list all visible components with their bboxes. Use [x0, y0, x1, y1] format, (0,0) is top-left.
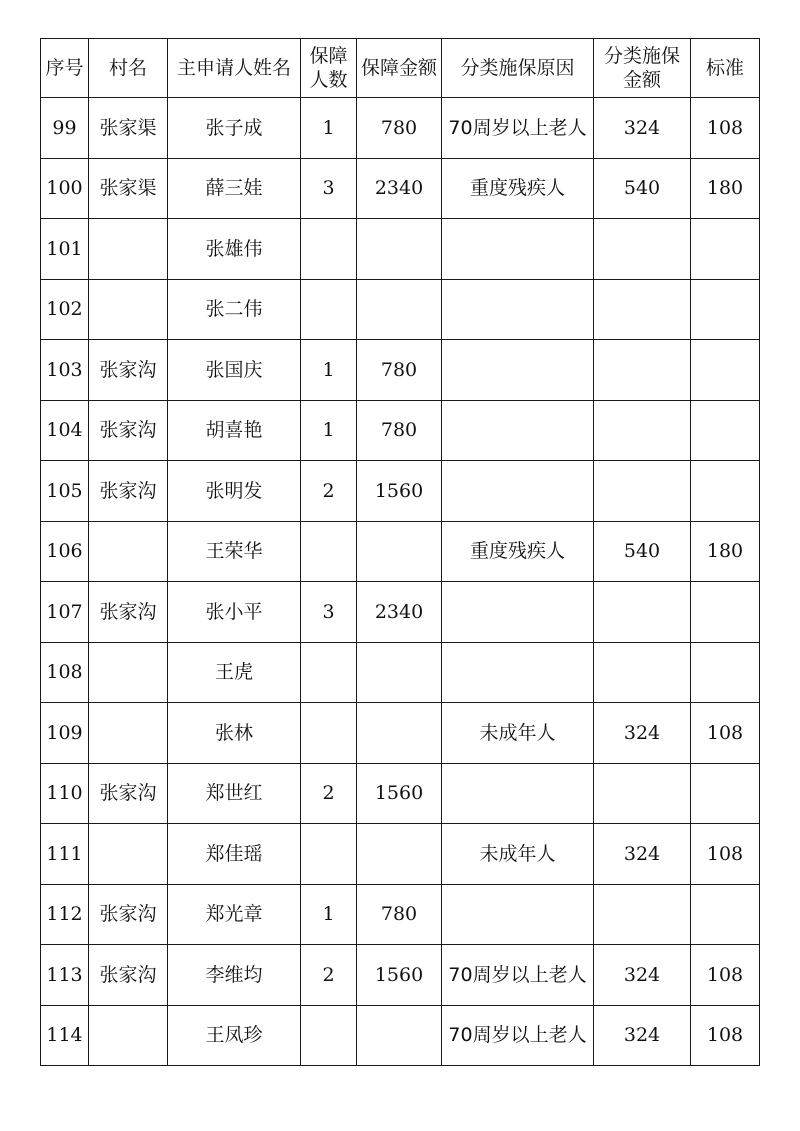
cell-applicant: 王虎 — [168, 642, 301, 703]
cell-standard — [691, 279, 760, 340]
cell-seq: 108 — [41, 642, 89, 703]
cell-seq: 112 — [41, 884, 89, 945]
table-row — [41, 582, 760, 643]
cell-applicant: 郑佳瑶 — [168, 824, 301, 885]
cell-amount: 780 — [357, 340, 442, 401]
cell-applicant: 胡喜艳 — [168, 400, 301, 461]
cell-reason: 70周岁以上老人 — [442, 1005, 594, 1066]
cell-seq: 99 — [41, 98, 89, 159]
cell-village: 张家沟 — [89, 884, 168, 945]
cell-amount — [357, 279, 442, 340]
cell-amount: 780 — [357, 98, 442, 159]
table-body — [41, 98, 760, 1066]
cell-amount — [357, 1005, 442, 1066]
cell-amount: 780 — [357, 400, 442, 461]
cell-class-amount — [594, 219, 691, 280]
cell-applicant: 李维均 — [168, 945, 301, 1006]
cell-class-amount — [594, 642, 691, 703]
table-row — [41, 945, 760, 1006]
cell-seq: 104 — [41, 400, 89, 461]
cell-class-amount: 324 — [594, 824, 691, 885]
cell-seq: 114 — [41, 1005, 89, 1066]
cell-count: 2 — [301, 763, 357, 824]
cell-village: 张家沟 — [89, 763, 168, 824]
cell-applicant: 张雄伟 — [168, 219, 301, 280]
cell-seq: 111 — [41, 824, 89, 885]
cell-standard — [691, 400, 760, 461]
cell-count — [301, 279, 357, 340]
cell-class-amount — [594, 763, 691, 824]
cell-class-amount: 324 — [594, 945, 691, 1006]
cell-seq: 101 — [41, 219, 89, 280]
cell-village: 张家沟 — [89, 461, 168, 522]
cell-reason — [442, 219, 594, 280]
cell-count: 1 — [301, 884, 357, 945]
cell-reason: 70周岁以上老人 — [442, 98, 594, 159]
cell-count — [301, 219, 357, 280]
cell-applicant: 张子成 — [168, 98, 301, 159]
header-seq: 序号 — [41, 39, 89, 98]
cell-seq: 113 — [41, 945, 89, 1006]
table-row — [41, 279, 760, 340]
cell-applicant: 薛三娃 — [168, 158, 301, 219]
cell-reason: 未成年人 — [442, 703, 594, 764]
cell-class-amount — [594, 279, 691, 340]
cell-class-amount: 540 — [594, 158, 691, 219]
assistance-table — [40, 38, 760, 1066]
cell-standard: 108 — [691, 703, 760, 764]
table-row — [41, 521, 760, 582]
cell-village — [89, 1005, 168, 1066]
cell-village — [89, 642, 168, 703]
table-row — [41, 98, 760, 159]
cell-village: 张家沟 — [89, 340, 168, 401]
cell-reason — [442, 340, 594, 401]
cell-seq: 100 — [41, 158, 89, 219]
cell-count: 1 — [301, 340, 357, 401]
cell-amount — [357, 824, 442, 885]
cell-count: 3 — [301, 158, 357, 219]
cell-applicant: 郑世红 — [168, 763, 301, 824]
cell-village — [89, 219, 168, 280]
cell-village: 张家渠 — [89, 158, 168, 219]
table-row — [41, 158, 760, 219]
cell-applicant: 张国庆 — [168, 340, 301, 401]
header-reason: 分类施保原因 — [442, 39, 594, 98]
cell-reason — [442, 582, 594, 643]
cell-standard: 180 — [691, 521, 760, 582]
cell-class-amount: 324 — [594, 703, 691, 764]
header-count: 保障人数 — [301, 39, 357, 98]
cell-standard — [691, 582, 760, 643]
cell-reason: 70周岁以上老人 — [442, 945, 594, 1006]
cell-standard: 108 — [691, 945, 760, 1006]
cell-reason — [442, 279, 594, 340]
cell-standard — [691, 219, 760, 280]
cell-seq: 106 — [41, 521, 89, 582]
cell-reason: 重度残疾人 — [442, 158, 594, 219]
cell-class-amount: 324 — [594, 98, 691, 159]
cell-class-amount: 324 — [594, 1005, 691, 1066]
table-row — [41, 400, 760, 461]
cell-village: 张家沟 — [89, 582, 168, 643]
cell-amount: 2340 — [357, 158, 442, 219]
cell-reason — [442, 884, 594, 945]
cell-count: 2 — [301, 461, 357, 522]
cell-standard — [691, 763, 760, 824]
cell-reason — [442, 400, 594, 461]
cell-reason: 重度残疾人 — [442, 521, 594, 582]
cell-village — [89, 521, 168, 582]
cell-standard: 108 — [691, 98, 760, 159]
cell-amount: 1560 — [357, 945, 442, 1006]
cell-count — [301, 703, 357, 764]
cell-amount — [357, 642, 442, 703]
cell-amount — [357, 219, 442, 280]
cell-amount — [357, 521, 442, 582]
table-row — [41, 642, 760, 703]
cell-reason — [442, 763, 594, 824]
cell-standard — [691, 340, 760, 401]
cell-seq: 110 — [41, 763, 89, 824]
table-row — [41, 219, 760, 280]
cell-standard — [691, 642, 760, 703]
table-row — [41, 703, 760, 764]
cell-class-amount — [594, 582, 691, 643]
cell-count: 2 — [301, 945, 357, 1006]
cell-standard: 180 — [691, 158, 760, 219]
cell-applicant: 张明发 — [168, 461, 301, 522]
table-row — [41, 824, 760, 885]
cell-village: 张家沟 — [89, 945, 168, 1006]
cell-amount: 2340 — [357, 582, 442, 643]
cell-count — [301, 521, 357, 582]
cell-count: 3 — [301, 582, 357, 643]
cell-seq: 105 — [41, 461, 89, 522]
cell-village: 张家渠 — [89, 98, 168, 159]
cell-seq: 102 — [41, 279, 89, 340]
cell-seq: 107 — [41, 582, 89, 643]
table-row — [41, 884, 760, 945]
cell-applicant: 王凤珍 — [168, 1005, 301, 1066]
cell-reason: 未成年人 — [442, 824, 594, 885]
cell-village — [89, 703, 168, 764]
cell-standard — [691, 461, 760, 522]
header-village: 村名 — [89, 39, 168, 98]
cell-class-amount — [594, 884, 691, 945]
cell-count — [301, 642, 357, 703]
cell-reason — [442, 461, 594, 522]
table-row — [41, 340, 760, 401]
cell-class-amount — [594, 400, 691, 461]
cell-applicant: 王荣华 — [168, 521, 301, 582]
cell-count: 1 — [301, 98, 357, 159]
header-amount: 保障金额 — [357, 39, 442, 98]
cell-village: 张家沟 — [89, 400, 168, 461]
cell-class-amount — [594, 461, 691, 522]
table-row — [41, 763, 760, 824]
cell-village — [89, 824, 168, 885]
cell-class-amount — [594, 340, 691, 401]
cell-amount — [357, 703, 442, 764]
cell-standard: 108 — [691, 1005, 760, 1066]
cell-seq: 109 — [41, 703, 89, 764]
cell-seq: 103 — [41, 340, 89, 401]
header-standard: 标准 — [691, 39, 760, 98]
cell-applicant: 张二伟 — [168, 279, 301, 340]
header-row — [41, 39, 760, 98]
cell-amount: 1560 — [357, 461, 442, 522]
table-row — [41, 461, 760, 522]
cell-applicant: 郑光章 — [168, 884, 301, 945]
cell-count — [301, 1005, 357, 1066]
table-row — [41, 1005, 760, 1066]
cell-class-amount: 540 — [594, 521, 691, 582]
cell-count: 1 — [301, 400, 357, 461]
cell-amount: 1560 — [357, 763, 442, 824]
cell-applicant: 张小平 — [168, 582, 301, 643]
cell-standard: 108 — [691, 824, 760, 885]
cell-standard — [691, 884, 760, 945]
header-class-amount: 分类施保金额 — [594, 39, 691, 98]
cell-amount: 780 — [357, 884, 442, 945]
cell-village — [89, 279, 168, 340]
cell-applicant: 张林 — [168, 703, 301, 764]
header-applicant: 主申请人姓名 — [168, 39, 301, 98]
cell-count — [301, 824, 357, 885]
cell-reason — [442, 642, 594, 703]
